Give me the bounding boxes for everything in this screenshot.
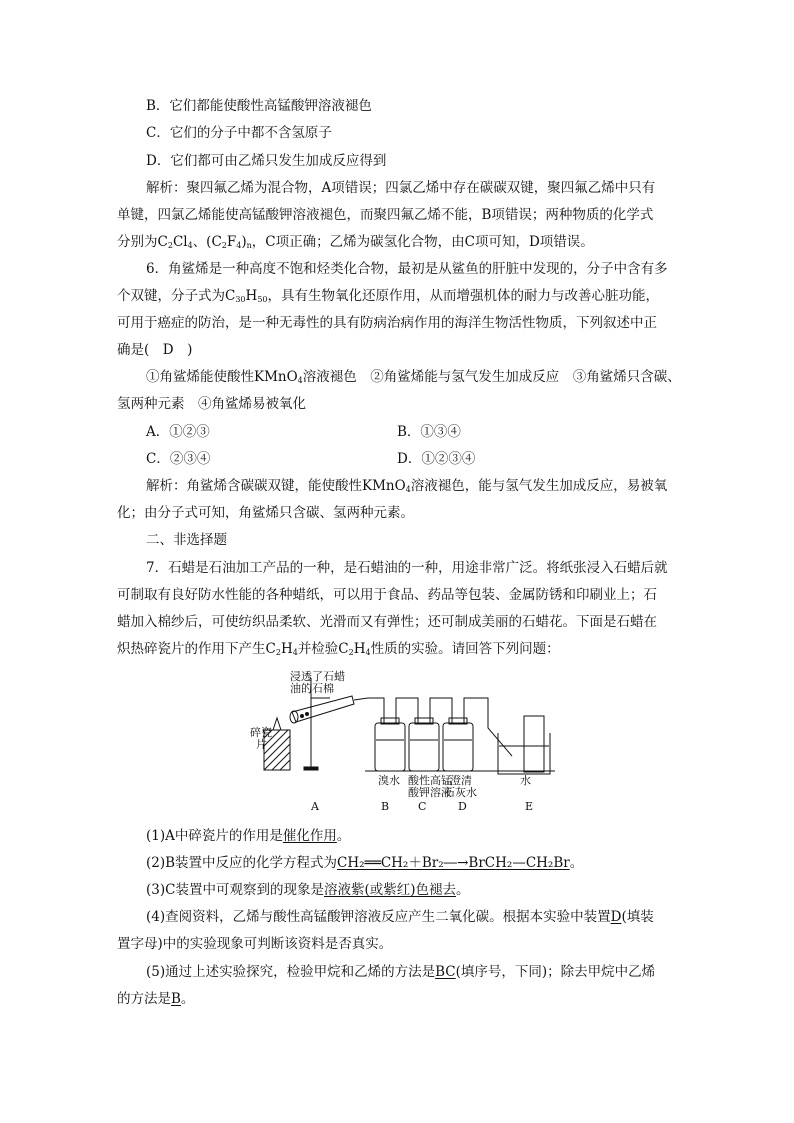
q7-part5: (5)通过上述实验探究，检验甲烷和乙烯的方法是BC(填序号，下同)；除去甲烷中乙烯 bbox=[146, 964, 656, 980]
option-c: C．它们的分子中都不含氢原子 bbox=[146, 125, 332, 141]
label-asbestos-2: 油的石棉 bbox=[290, 682, 334, 695]
answer-4: D bbox=[610, 909, 622, 925]
apparatus-figure bbox=[250, 668, 570, 814]
q6-analysis-line2: 化；由分子式可知，角鲨烯只含碳、氢两种元素。 bbox=[117, 505, 414, 521]
option-b: B．它们都能使酸性高锰酸钾溶液褪色 bbox=[146, 98, 372, 114]
label-porcelain-1: 碎瓷 bbox=[250, 726, 272, 739]
letter-c: C bbox=[418, 800, 427, 813]
q6-statements-line2: 氢两种元素 ④角鲨烯易被氧化 bbox=[117, 396, 306, 412]
apparatus-labels bbox=[250, 669, 533, 813]
label-bottle-d-1: 澄清 bbox=[450, 774, 472, 787]
q7-line4: 炽热碎瓷片的作用下产生$C_2H_4$并检验$C_2H_4$性质的实验。请回答下列问题： bbox=[117, 641, 560, 657]
answer-5a: BC bbox=[435, 964, 456, 980]
letter-b: B bbox=[381, 800, 390, 813]
q6-option-a: A．①②③ bbox=[146, 424, 210, 440]
label-bottle-b: 溴水 bbox=[378, 774, 400, 787]
label-bottle-c-2: 酸钾溶液 bbox=[408, 786, 452, 799]
q7-part5-line2: 的方法是B。 bbox=[117, 991, 195, 1007]
label-asbestos-1: 浸透了石蜡 bbox=[290, 670, 345, 683]
q7-part4: (4)查阅资料，乙烯与酸性高锰酸钾溶液反应产生二氧化碳。根据本实验中装置D(填装 bbox=[146, 909, 654, 925]
answer-2: CH₂══CH₂＋Br₂―→BrCH₂—CH₂Br bbox=[337, 855, 570, 871]
label-bottle-c-1: 酸性高锰 bbox=[408, 774, 452, 787]
analysis5-line2: 单键，四氯乙烯能使高锰酸钾溶液褪色，而聚四氟乙烯不能，B项错误；两种物质的化学式 bbox=[117, 207, 654, 223]
section-heading: 二、非选择题 bbox=[146, 532, 227, 548]
q7-line3: 蜡加入棉纱后，可使纺织品柔软、光滑而又有弹性；还可制成美丽的石蜡花。下面是石蜡在 bbox=[117, 614, 657, 630]
q7-part4-line2: 置字母)中的实验现象可判断该资料是否真实。 bbox=[117, 936, 393, 952]
q6-line4: 确是( D ) bbox=[117, 342, 193, 358]
label-bottle-d-2: 石灰水 bbox=[444, 786, 477, 799]
q6-option-b: B．①③④ bbox=[397, 424, 461, 440]
q6-option-d: D．①②③④ bbox=[397, 451, 476, 467]
q6-line1: 6．角鲨烯是一种高度不饱和烃类化合物，最初是从鲨鱼的肝脏中发现的，分子中含有多 bbox=[146, 261, 668, 277]
q6-analysis-line1: 解析：角鲨烯含碳碳双键，能使酸性KMnO$_4$溶液褪色，能与氢气发生加成反应，易被氧 bbox=[146, 478, 668, 494]
analysis5-line3: 分别为$C_2Cl_4$、$(C_2F_4)_n$，C项正确；乙烯为碳氢化合物，由C项可知，D项错误。 bbox=[117, 234, 594, 250]
analysis5-line1: 解析：聚四氟乙烯为混合物，A项错误；四氯乙烯中存在碳碳双键，聚四氟乙烯中只有 bbox=[146, 180, 656, 196]
q7-line1: 7．石蜡是石油加工产品的一种，是石蜡油的一种，用途非常广泛。将纸张浸入石蜡后就 bbox=[146, 560, 668, 576]
q7-part2: (2)B装置中反应的化学方程式为CH₂══CH₂＋Br₂―→BrCH₂—CH₂Br。 bbox=[146, 855, 584, 871]
letter-d: D bbox=[458, 800, 467, 813]
letter-a: A bbox=[311, 800, 319, 813]
letter-e: E bbox=[525, 800, 534, 813]
q6-line2: 个双键，分子式为$C_{30}H_{50}$，具有生物氧化还原作用，从而增强机体的耐力与改善心脏功能， bbox=[117, 288, 659, 304]
answer-3: 溶液紫(或紫红)色褪去 bbox=[323, 882, 456, 898]
q7-part1: (1)A中碎瓷片的作用是催化作用。 bbox=[146, 828, 351, 844]
answer-1: 催化作用 bbox=[282, 828, 337, 844]
label-water: 水 bbox=[520, 774, 531, 787]
q7-line2: 可制取有良好防水性能的各种蜡纸，可以用于食品、药品等包装、金属防锈和印刷业上；石 bbox=[117, 587, 657, 603]
label-porcelain-2: 片 bbox=[256, 738, 267, 751]
q6-option-c: C．②③④ bbox=[146, 451, 211, 467]
q7-part3: (3)C装置中可观察到的现象是溶液紫(或紫红)色褪去。 bbox=[146, 882, 470, 898]
option-d: D．它们都可由乙烯只发生加成反应得到 bbox=[146, 153, 387, 169]
q6-statements-line1: ①角鲨烯能使酸性KMnO$_4$溶液褪色 ②角鲨烯能与氢气发生加成反应 ③角鲨烯只含碳、 bbox=[146, 369, 681, 385]
q6-line3: 可用于癌症的防治，是一种无毒性的具有防病治病作用的海洋生物活性物质，下列叙述中正 bbox=[117, 315, 657, 331]
answer-5b: B bbox=[171, 991, 181, 1007]
